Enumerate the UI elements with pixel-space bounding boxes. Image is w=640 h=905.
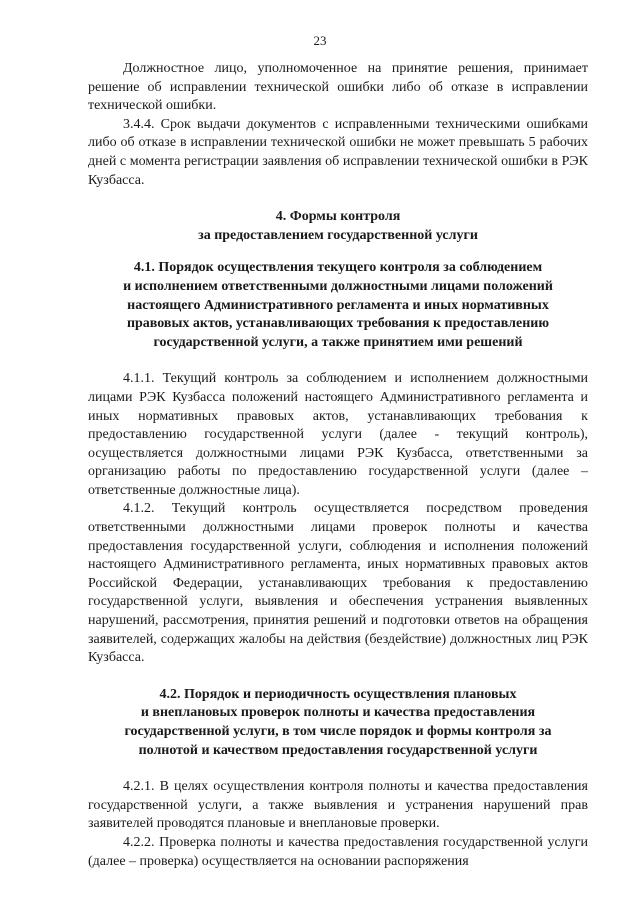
- document-body: [88, 60, 588, 871]
- heading-line: правовых актов, устанавливающих требования к предоставлению: [126, 316, 550, 332]
- heading-line: полнотой и качеством предоставления государственной услуги: [138, 742, 538, 758]
- paragraph-4-1-1: 4.1.1. Текущий контроль за соблюдением и исполнением должностными лицами РЭК Кузбасса положений настоящего Административного регламента и иных нормативных правовых актов, устанавливающих требования к предоставлению государственной услуги (далее - текущий контроль), осуществляется должностными лицами РЭК Кузбасса, ответственными за организацию работы по предоставлению государственной услуги (далее – ответственные должностные лица).: [88, 371, 588, 498]
- paragraph-4-2-1: 4.2.1. В целях осуществления контроля полноты и качества предоставления государственной услуги, а также выявления и устранения нарушений прав заявителей проводятся плановые и внеплановые проверки.: [88, 779, 588, 832]
- paragraph-4-1-2: 4.1.2. Текущий контроль осуществляется посредством проведения ответственными должностными лицами проверок полноты и качества предоставления государственной услуги, соблюдения и исполнения положений настоящего Административного регламента, иных нормативных правовых актов Российской Федерации, устанавливающих требования к предоставлению государственной услуги, выявления и обеспечения устранения выявленных нарушений, рассмотрения, принятия решений и подготовки ответов на обращения заявителей, содержащих жалобы на действия (бездействие) должностных лиц РЭК Кузбасса.: [88, 501, 588, 666]
- section-4-2-heading: [88, 686, 588, 760]
- heading-line: и внеплановых проверок полноты и качества предоставления: [140, 705, 536, 721]
- heading-line: за предоставлением государственной услуги: [198, 227, 478, 243]
- section-4-1-heading: [88, 259, 588, 352]
- heading-line: настоящего Административного регламента и иных нормативных: [127, 297, 549, 313]
- section-4-heading: [88, 208, 588, 245]
- paragraph-decision: Должностное лицо, уполномоченное на принятие решения, принимает решение об исправлении технической ошибки либо об отказе в исправлении технической ошибки.: [88, 61, 588, 114]
- page-number: 23: [313, 33, 327, 48]
- paragraph-4-2-2: 4.2.2. Проверка полноты и качества предоставления государственной услуги (далее – проверка) осуществляется на основании распоряжения: [88, 834, 588, 869]
- heading-line: государственной услуги, в том числе порядок и формы контроля за: [124, 724, 552, 739]
- heading-line: государственной услуги, а также принятием ими решений: [153, 334, 523, 350]
- heading-line: 4.2. Порядок и периодичность осуществления плановых: [159, 686, 517, 702]
- heading-line: 4.1. Порядок осуществления текущего контроля за соблюдением: [133, 260, 543, 276]
- heading-line: и исполнением ответственными должностными лицами положений: [123, 278, 553, 294]
- heading-line: 4. Формы контроля: [275, 209, 401, 225]
- paragraph-3-4-4: 3.4.4. Срок выдачи документов с исправленными техническими ошибками либо об отказе в исправлении технической ошибки не может превышать 5 рабочих дней с момента регистрации заявления об исправлении технической ошибки в РЭК Кузбасса.: [88, 116, 588, 188]
